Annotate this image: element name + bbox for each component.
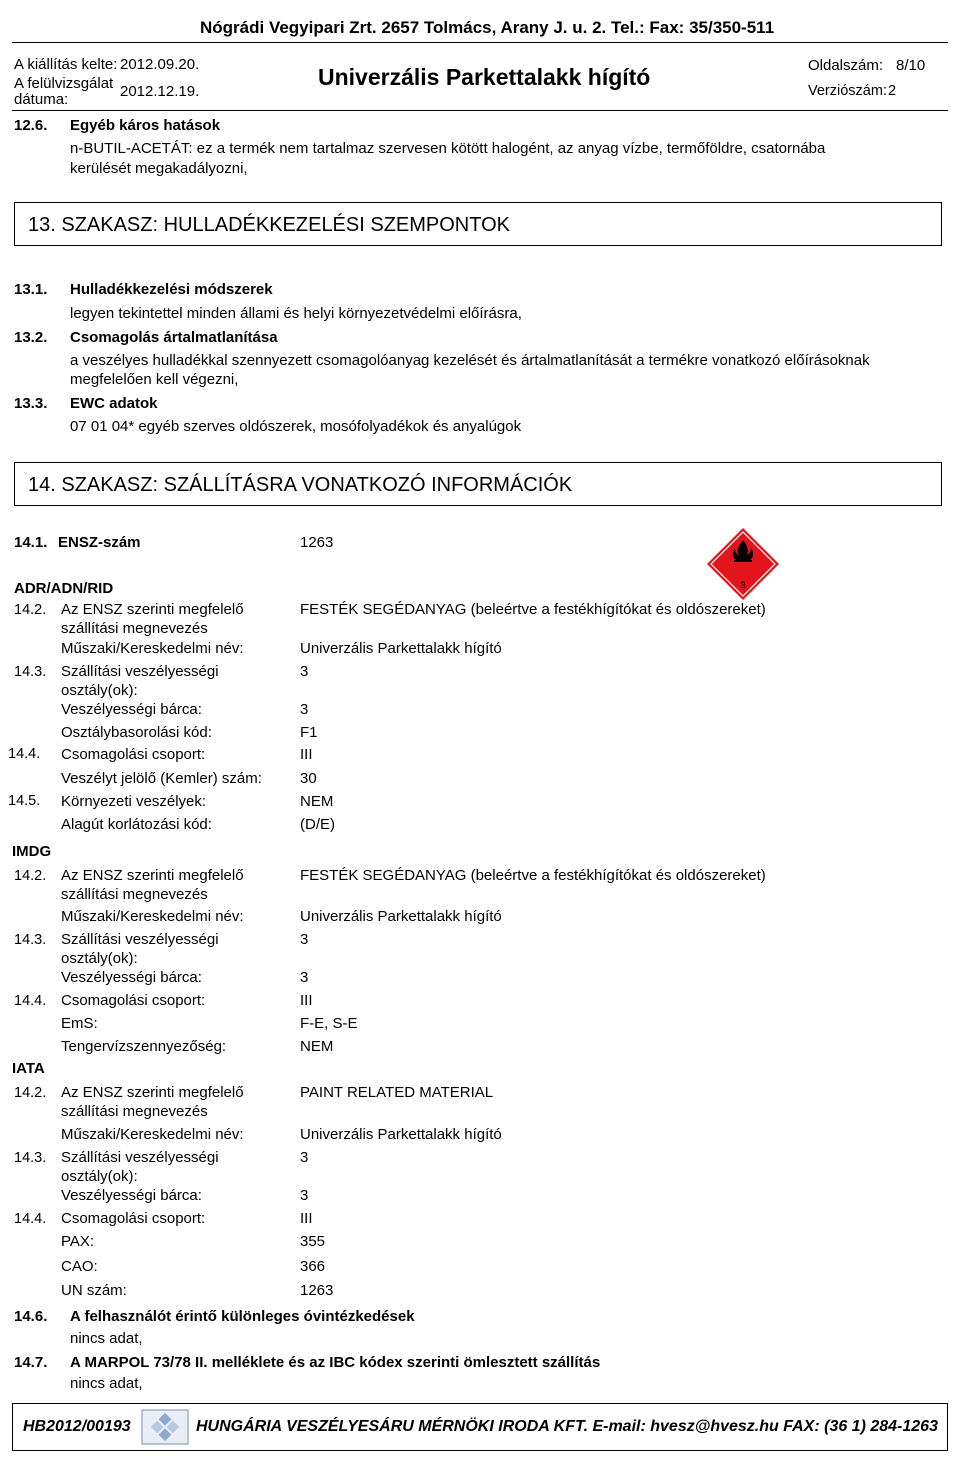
iata-title: IATA	[12, 1060, 45, 1077]
iata-14-2-number: 14.2.	[14, 1085, 47, 1101]
item-13-2-title: Csomagolás ártalmatlanítása	[70, 329, 278, 346]
imdg-class-label-1: Szállítási veszélyességi	[61, 931, 219, 948]
imdg-marine-label: Tengervízszennyezőség:	[61, 1038, 227, 1055]
adr-name-label-1: Az ENSZ szerinti megfelelő	[61, 601, 244, 618]
iata-unnum-value: 1263	[300, 1282, 334, 1299]
imdg-name-label-2: szállítási megnevezés	[61, 886, 208, 903]
iata-pax-value: 355	[300, 1233, 326, 1250]
imdg-title: IMDG	[12, 843, 52, 860]
adr-classcode-label: Osztálybasorolási kód:	[61, 724, 212, 741]
section-13-heading: 13. SZAKASZ: HULLADÉKKEZELÉSI SZEMPONTOK	[28, 214, 511, 236]
item-13-1-text: legyen tekintettel minden állami és helyi környezetvédelmi előírásra,	[70, 305, 522, 322]
item-13-2-number: 13.2.	[14, 329, 48, 346]
item-14-7-text: nincs adat,	[70, 1375, 143, 1392]
adr-14-3-number: 14.3.	[14, 664, 47, 680]
adr-trade-value: Univerzális Parkettalakk hígító	[300, 640, 502, 657]
iata-cao-value: 366	[300, 1258, 326, 1275]
issue-date-label: A kiállítás kelte:	[14, 56, 118, 73]
adr-trade-label: Műszaki/Kereskedelmi név:	[61, 640, 244, 657]
imdg-pg-value: III	[300, 992, 313, 1009]
imdg-label-label: Veszélyességi bárca:	[61, 969, 202, 986]
iata-class-label-1: Szállítási veszélyességi	[61, 1149, 219, 1166]
iata-name-label-2: szállítási megnevezés	[61, 1103, 208, 1120]
iata-trade-value: Univerzális Parkettalakk hígító	[300, 1126, 502, 1143]
imdg-14-4-number: 14.4.	[14, 993, 47, 1009]
iata-label-label: Veszélyességi bárca:	[61, 1187, 202, 1204]
imdg-14-2-number: 14.2.	[14, 868, 47, 884]
section-14-heading-box	[14, 462, 942, 506]
imdg-trade-value: Univerzális Parkettalakk hígító	[300, 908, 502, 925]
adr-env-value: NEM	[300, 793, 334, 810]
imdg-class-label-2: osztály(ok):	[61, 950, 138, 967]
review-date-label-2: dátuma:	[14, 91, 69, 108]
section-12-6-number: 12.6.	[14, 117, 48, 134]
adr-shipping-name: FESTÉK SEGÉDANYAG (beleértve a festékhígítókat és oldószereket)	[300, 601, 766, 618]
version-label: Verziószám:	[808, 83, 887, 99]
iata-unnum-label: UN szám:	[61, 1282, 127, 1299]
adr-label-label: Veszélyességi bárca:	[61, 701, 202, 718]
item-13-1-title: Hulladékkezelési módszerek	[70, 281, 273, 298]
section-12-6-title: Egyéb káros hatások	[70, 117, 221, 134]
imdg-marine-value: NEM	[300, 1038, 334, 1055]
imdg-trade-label: Műszaki/Kereskedelmi név:	[61, 908, 244, 925]
footer-box	[12, 1403, 948, 1451]
review-date-label-1: A felülvizsgálat	[14, 75, 114, 92]
footer-code: HB2012/00193	[23, 1418, 131, 1435]
version-number: 2	[888, 83, 897, 99]
adr-14-4-number: 14.4.	[8, 746, 41, 762]
iata-label-value: 3	[300, 1187, 309, 1204]
item-14-1-number: 14.1.	[14, 534, 48, 551]
item-14-6-text: nincs adat,	[70, 1330, 143, 1347]
iata-14-3-number: 14.3.	[14, 1150, 47, 1166]
imdg-name-label-1: Az ENSZ szerinti megfelelő	[61, 867, 244, 884]
imdg-ems-value: F-E, S-E	[300, 1015, 358, 1032]
item-13-3-text: 07 01 04* egyéb szerves oldószerek, mosófolyadékok és anyalúgok	[70, 418, 522, 435]
item-14-6-title: A felhasználót érintő különleges óvintézkedések	[70, 1308, 415, 1325]
item-13-2-text-1: a veszélyes hulladékkal szennyezett csomagolóanyag kezelését és ártalmatlanítását a termékre vonatkozó előírásoknak	[70, 352, 870, 369]
iata-shipping-name: PAINT RELATED MATERIAL	[300, 1084, 494, 1101]
section-12-6-text-2: kerülését megakadályozni,	[70, 160, 248, 177]
page-number: 8/10	[896, 57, 926, 74]
iata-class-label-2: osztály(ok):	[61, 1168, 138, 1185]
flammable-liquid-diamond-icon	[705, 526, 781, 602]
section-12-6-text-1: n-BUTIL-ACETÁT: ez a termék nem tartalmaz szervesen kötött halogént, az anyag vízbe, termőföldre, csatornába	[70, 140, 826, 157]
iata-class-value: 3	[300, 1149, 309, 1166]
section-13-heading-box	[14, 202, 942, 246]
adr-pg-label: Csomagolási csoport:	[61, 746, 206, 763]
header-bottom-line	[12, 110, 948, 111]
adr-kemler-label: Veszélyt jelölő (Kemler) szám:	[61, 770, 262, 787]
item-13-2-text-2: megfelelően kell végezni,	[70, 371, 239, 388]
hungaria-logo-icon	[141, 1409, 189, 1445]
header-line	[12, 42, 948, 43]
iata-pg-value: III	[300, 1210, 313, 1227]
adr-class-label-2: osztály(ok):	[61, 682, 138, 699]
iata-cao-label: CAO:	[61, 1258, 98, 1275]
footer-text: HUNGÁRIA VESZÉLYESÁRU MÉRNÖKI IRODA KFT. E-mail: hvesz@hvesz.hu FAX: (36 1) 284-1263	[196, 1418, 938, 1435]
iata-pg-label: Csomagolási csoport:	[61, 1210, 206, 1227]
adr-class-label-1: Szállítási veszélyességi	[61, 663, 219, 680]
iata-14-4-number: 14.4.	[14, 1211, 47, 1227]
adr-14-2-number: 14.2.	[14, 602, 47, 618]
item-14-6-number: 14.6.	[14, 1308, 48, 1325]
imdg-shipping-name: FESTÉK SEGÉDANYAG (beleértve a festékhígítókat és oldószereket)	[300, 867, 766, 884]
page-number-label: Oldalszám:	[808, 57, 884, 74]
iata-pax-label: PAX:	[61, 1233, 95, 1250]
review-date: 2012.12.19.	[120, 83, 200, 100]
item-13-3-number: 13.3.	[14, 395, 48, 412]
imdg-pg-label: Csomagolási csoport:	[61, 992, 206, 1009]
company-header: Nógrádi Vegyipari Zrt. 2657 Tolmács, Arany J. u. 2. Tel.: Fax: 35/350-511	[200, 18, 775, 37]
item-14-7-title: A MARPOL 73/78 II. melléklete és az IBC kódex szerinti ömlesztett szállítás	[70, 1354, 601, 1371]
item-14-7-number: 14.7.	[14, 1354, 48, 1371]
adr-tunnel-label: Alagút korlátozási kód:	[61, 816, 212, 833]
adr-name-label-2: szállítási megnevezés	[61, 620, 208, 637]
iata-trade-label: Műszaki/Kereskedelmi név:	[61, 1126, 244, 1143]
adr-class-value: 3	[300, 663, 309, 680]
adr-14-5-number: 14.5.	[8, 793, 41, 809]
imdg-class-value: 3	[300, 931, 309, 948]
adr-pg-value: III	[300, 746, 313, 763]
svg-text:3: 3	[740, 580, 746, 590]
issue-date: 2012.09.20.	[120, 56, 200, 73]
item-14-1-value: 1263	[300, 534, 334, 551]
item-13-1-number: 13.1.	[14, 281, 48, 298]
iata-name-label-1: Az ENSZ szerinti megfelelő	[61, 1084, 244, 1101]
adr-kemler-value: 30	[300, 770, 317, 787]
imdg-label-value: 3	[300, 969, 309, 986]
item-13-3-title: EWC adatok	[70, 395, 158, 412]
imdg-14-3-number: 14.3.	[14, 932, 47, 948]
adr-title: ADR/ADN/RID	[14, 580, 114, 597]
adr-label-value: 3	[300, 701, 309, 718]
imdg-ems-label: EmS:	[61, 1015, 98, 1032]
adr-tunnel-value: (D/E)	[300, 816, 335, 833]
adr-env-label: Környezeti veszélyek:	[61, 793, 207, 810]
adr-classcode-value: F1	[300, 724, 318, 741]
section-14-heading: 14. SZAKASZ: SZÁLLÍTÁSRA VONATKOZÓ INFORMÁCIÓK	[28, 474, 573, 496]
item-14-1-label: ENSZ-szám	[58, 534, 141, 551]
product-title: Univerzális Parkettalakk hígító	[318, 64, 651, 90]
